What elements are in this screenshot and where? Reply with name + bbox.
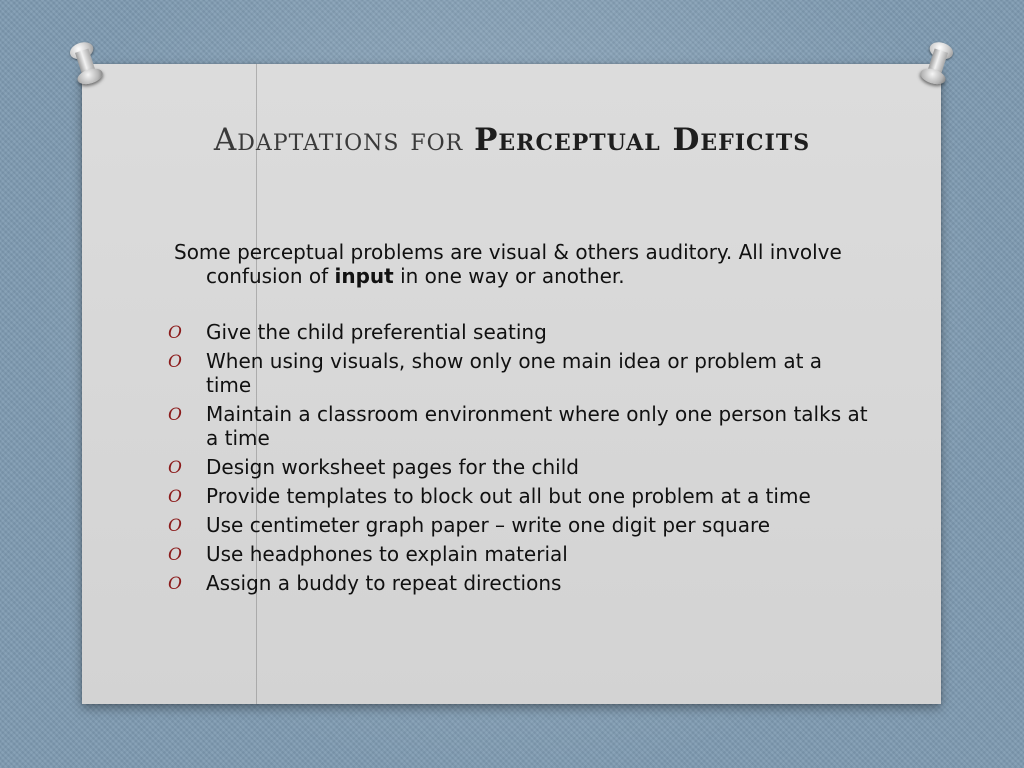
bullet-text: Maintain a classroom environment where only one person talks at a time — [206, 402, 868, 450]
intro-text-before: Some perceptual problems are visual & others auditory. All involve confusion of — [174, 240, 842, 288]
title-part-2: Perceptual Deficits — [474, 122, 811, 158]
intro-bold-input: input — [334, 264, 394, 288]
bullet-marker-icon: O — [168, 487, 182, 507]
bullet-marker-icon: O — [168, 545, 182, 565]
bullet-list — [168, 320, 868, 600]
bullet-marker-icon: O — [168, 405, 182, 425]
bullet-text: Provide templates to block out all but one problem at a time — [206, 484, 811, 508]
bullet-text: Assign a buddy to repeat directions — [206, 571, 562, 595]
bullet-item — [168, 320, 868, 344]
bullet-marker-icon: O — [168, 323, 182, 343]
bullet-marker-icon: O — [168, 352, 182, 372]
bullet-item — [168, 542, 868, 566]
bullet-marker-icon: O — [168, 516, 182, 536]
pushpin-icon-left — [65, 38, 107, 89]
bullet-item — [168, 571, 868, 595]
bullet-marker-icon: O — [168, 574, 182, 594]
bullet-text: Give the child preferential seating — [206, 320, 547, 344]
bullet-item — [168, 484, 868, 508]
bullet-item — [168, 455, 868, 479]
bullet-text: Design worksheet pages for the child — [206, 455, 579, 479]
intro-text-after: in one way or another. — [393, 264, 625, 288]
title-part-1: Adaptations for — [213, 122, 464, 158]
bullet-item — [168, 402, 868, 450]
bullet-item — [168, 513, 868, 537]
pushpin-icon-right — [916, 38, 958, 89]
intro-paragraph — [174, 240, 896, 288]
slide-paper — [82, 64, 941, 704]
bullet-text: Use headphones to explain material — [206, 542, 568, 566]
bullet-text: Use centimeter graph paper – write one digit per square — [206, 513, 771, 537]
bullet-marker-icon: O — [168, 458, 182, 478]
slide-title — [202, 120, 822, 160]
bullet-text: When using visuals, show only one main idea or problem at a time — [206, 349, 823, 397]
bullet-item — [168, 349, 868, 397]
